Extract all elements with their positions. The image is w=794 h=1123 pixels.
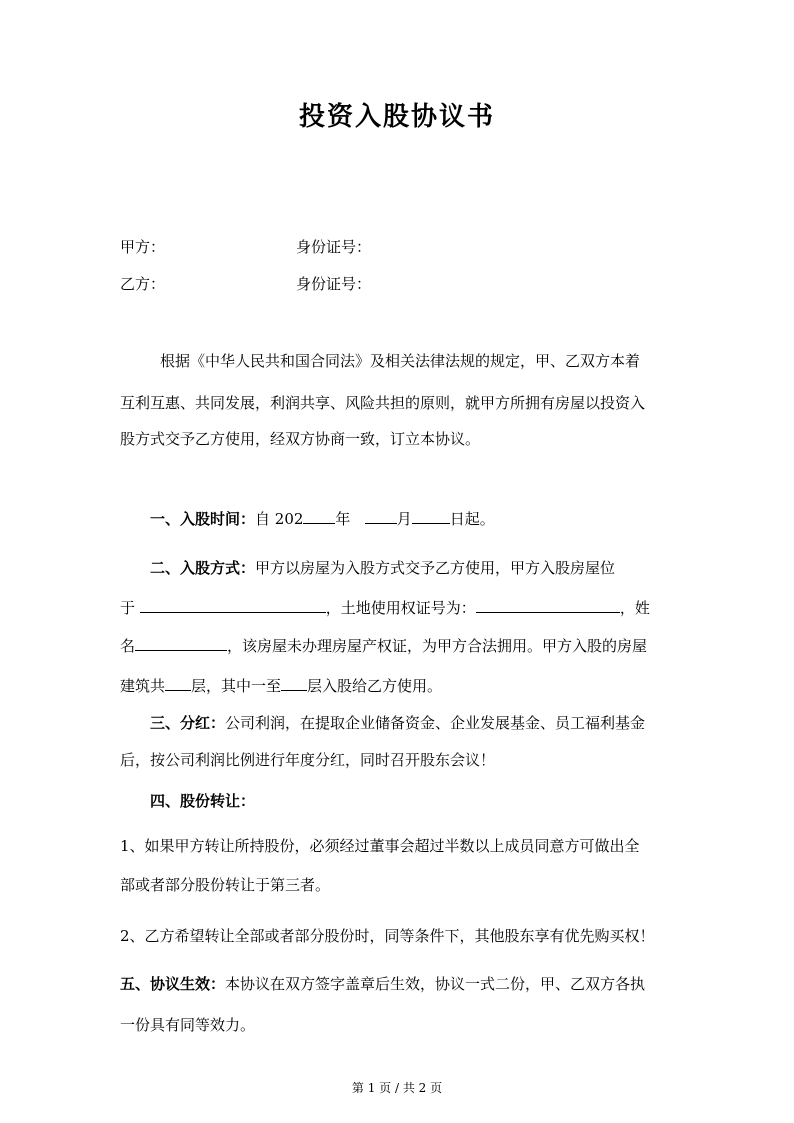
year-label: 年 xyxy=(335,510,351,528)
party-a-id-label: 身份证号： xyxy=(296,238,372,256)
intro-line-1: 根据《中华人民共和国合同法》及相关法律法规的规定，甲、乙双方本着 xyxy=(160,352,641,370)
floors-invested-blank[interactable] xyxy=(281,675,307,691)
total-floors-blank[interactable] xyxy=(165,675,191,691)
section-2-text-4b: 层，其中一至 xyxy=(191,677,282,695)
section-1-prefix: 自 202 xyxy=(255,510,304,528)
section-4-item-1-line-1: 1、如果甲方转让所持股份，必须经过董事会超过半数以上成员同意方可做出全 xyxy=(120,837,640,855)
owner-name-blank[interactable] xyxy=(135,635,227,651)
intro-line-2: 互利互惠、共同发展，利润共享、风险共担的原则，就甲方所拥有房屋以投资入 xyxy=(120,394,646,412)
house-location-blank[interactable] xyxy=(140,597,326,613)
section-3-heading: 三、分红： xyxy=(150,714,226,732)
section-5-heading: 五、协议生效： xyxy=(120,975,226,993)
section-4-item-1-line-2: 部或者部分股份转让于第三者。 xyxy=(120,876,331,894)
section-2-text-2c: ，姓 xyxy=(619,599,650,617)
section-4-heading: 四、股份转让： xyxy=(150,792,256,810)
section-3-text-1: 公司利润，在提取企业储备资金、企业发展基金、员工福利基金 xyxy=(225,714,646,732)
year-blank[interactable] xyxy=(303,508,335,524)
section-2-text-2b: ，土地使用权证号为： xyxy=(325,599,476,617)
section-5-text-1: 本协议在双方签字盖章后生效，协议一式二份，甲、乙双方各执 xyxy=(225,975,646,993)
section-2-line-2 xyxy=(120,596,650,620)
day-label: 日起。 xyxy=(449,510,495,528)
section-2-line-3 xyxy=(120,634,647,658)
party-b-label: 乙方： xyxy=(120,275,166,293)
section-3-line-1 xyxy=(150,711,645,735)
section-5-line-1 xyxy=(120,972,645,996)
party-a-label: 甲方： xyxy=(120,238,166,256)
section-2-text-2a: 于 xyxy=(120,599,136,617)
month-label: 月 xyxy=(396,510,412,528)
section-3-line-2: 后，按公司利润比例进行年度分红，同时召开股东会议！ xyxy=(120,751,496,769)
section-2-text-4c: 层入股给乙方使用。 xyxy=(307,677,443,695)
section-2-heading: 二、入股方式： xyxy=(150,559,256,577)
section-2-text-1: 甲方以房屋为入股方式交予乙方使用，甲方入股房屋位 xyxy=(255,559,616,577)
day-blank[interactable] xyxy=(412,508,450,524)
section-1 xyxy=(150,507,495,531)
land-cert-blank[interactable] xyxy=(476,597,620,613)
section-2-text-3b: ，该房屋未办理房屋产权证，为甲方合法拥用。甲方入股的房屋 xyxy=(227,637,648,655)
section-4-item-2: 2、乙方希望转让全部或者部分股份时，同等条件下，其他股东享有优先购买权！ xyxy=(120,927,655,945)
party-b-id-label: 身份证号： xyxy=(296,275,372,293)
section-2-line-1 xyxy=(150,556,615,580)
intro-line-3: 股方式交予乙方使用，经双方协商一致，订立本协议。 xyxy=(120,430,481,448)
section-2-text-3a: 名 xyxy=(120,637,136,655)
section-2-text-4a: 建筑共 xyxy=(120,677,166,695)
section-2-line-4 xyxy=(120,674,442,698)
month-blank[interactable] xyxy=(365,508,397,524)
section-1-heading: 一、入股时间： xyxy=(150,510,256,528)
section-5-line-2: 一份具有同等效力。 xyxy=(120,1016,256,1034)
page-footer: 第 1 页 / 共 2 页 xyxy=(351,1081,443,1095)
document-title: 投资入股协议书 xyxy=(298,102,495,132)
